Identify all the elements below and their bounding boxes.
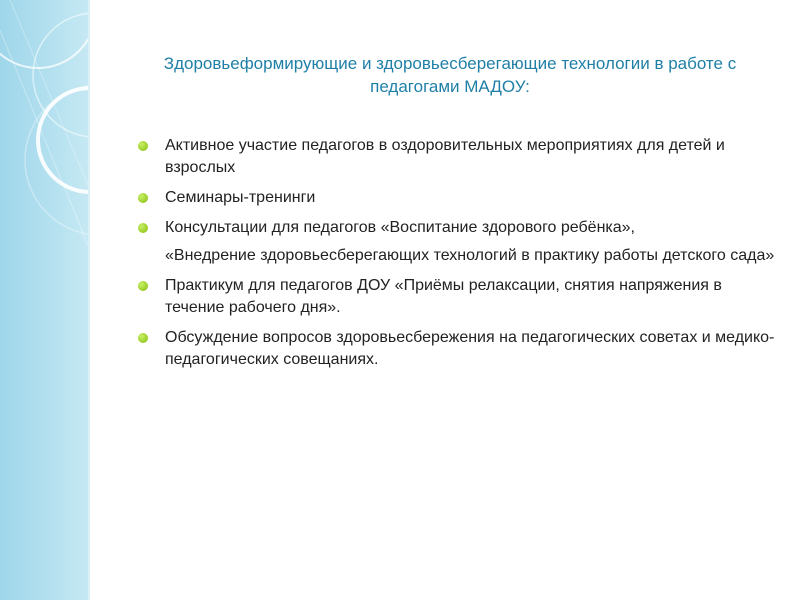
bullet-list [136, 135, 776, 379]
list-item [136, 327, 776, 371]
slide-title: Здоровьеформирующие и здоровьесберегающие технологии в работе с педагогами МАДОУ: [163, 54, 737, 96]
decorative-circles [0, 0, 90, 600]
list-item [136, 217, 776, 239]
bullet-dot-icon [138, 193, 148, 203]
bullet-dot-icon [138, 333, 148, 343]
list-item [136, 135, 776, 179]
decorative-side-panel [0, 0, 90, 600]
list-item [136, 187, 776, 209]
list-item-text: Семинары-тренинги [165, 189, 316, 206]
list-item-text: «Внедрение здоровьесберегающих технологий в практику работы детского сада» [165, 247, 775, 264]
list-item-text: Активное участие педагогов в оздоровительных мероприятиях для детей и взрослых [165, 137, 725, 176]
bullet-dot-icon [138, 141, 148, 151]
list-item [136, 245, 776, 267]
list-item-text: Обсуждение вопросов здоровьесбережения на педагогических советах и медико-педагогических совещаниях. [165, 329, 775, 368]
bullet-dot-icon [138, 223, 148, 233]
list-item [136, 275, 776, 319]
bullet-dot-icon [138, 281, 148, 291]
list-item-text: Консультации для педагогов «Воспитание здорового ребёнка», [165, 219, 635, 236]
list-item-text: Практикум для педагогов ДОУ «Приёмы релаксации, снятия напряжения в течение рабочего дня». [165, 277, 722, 316]
